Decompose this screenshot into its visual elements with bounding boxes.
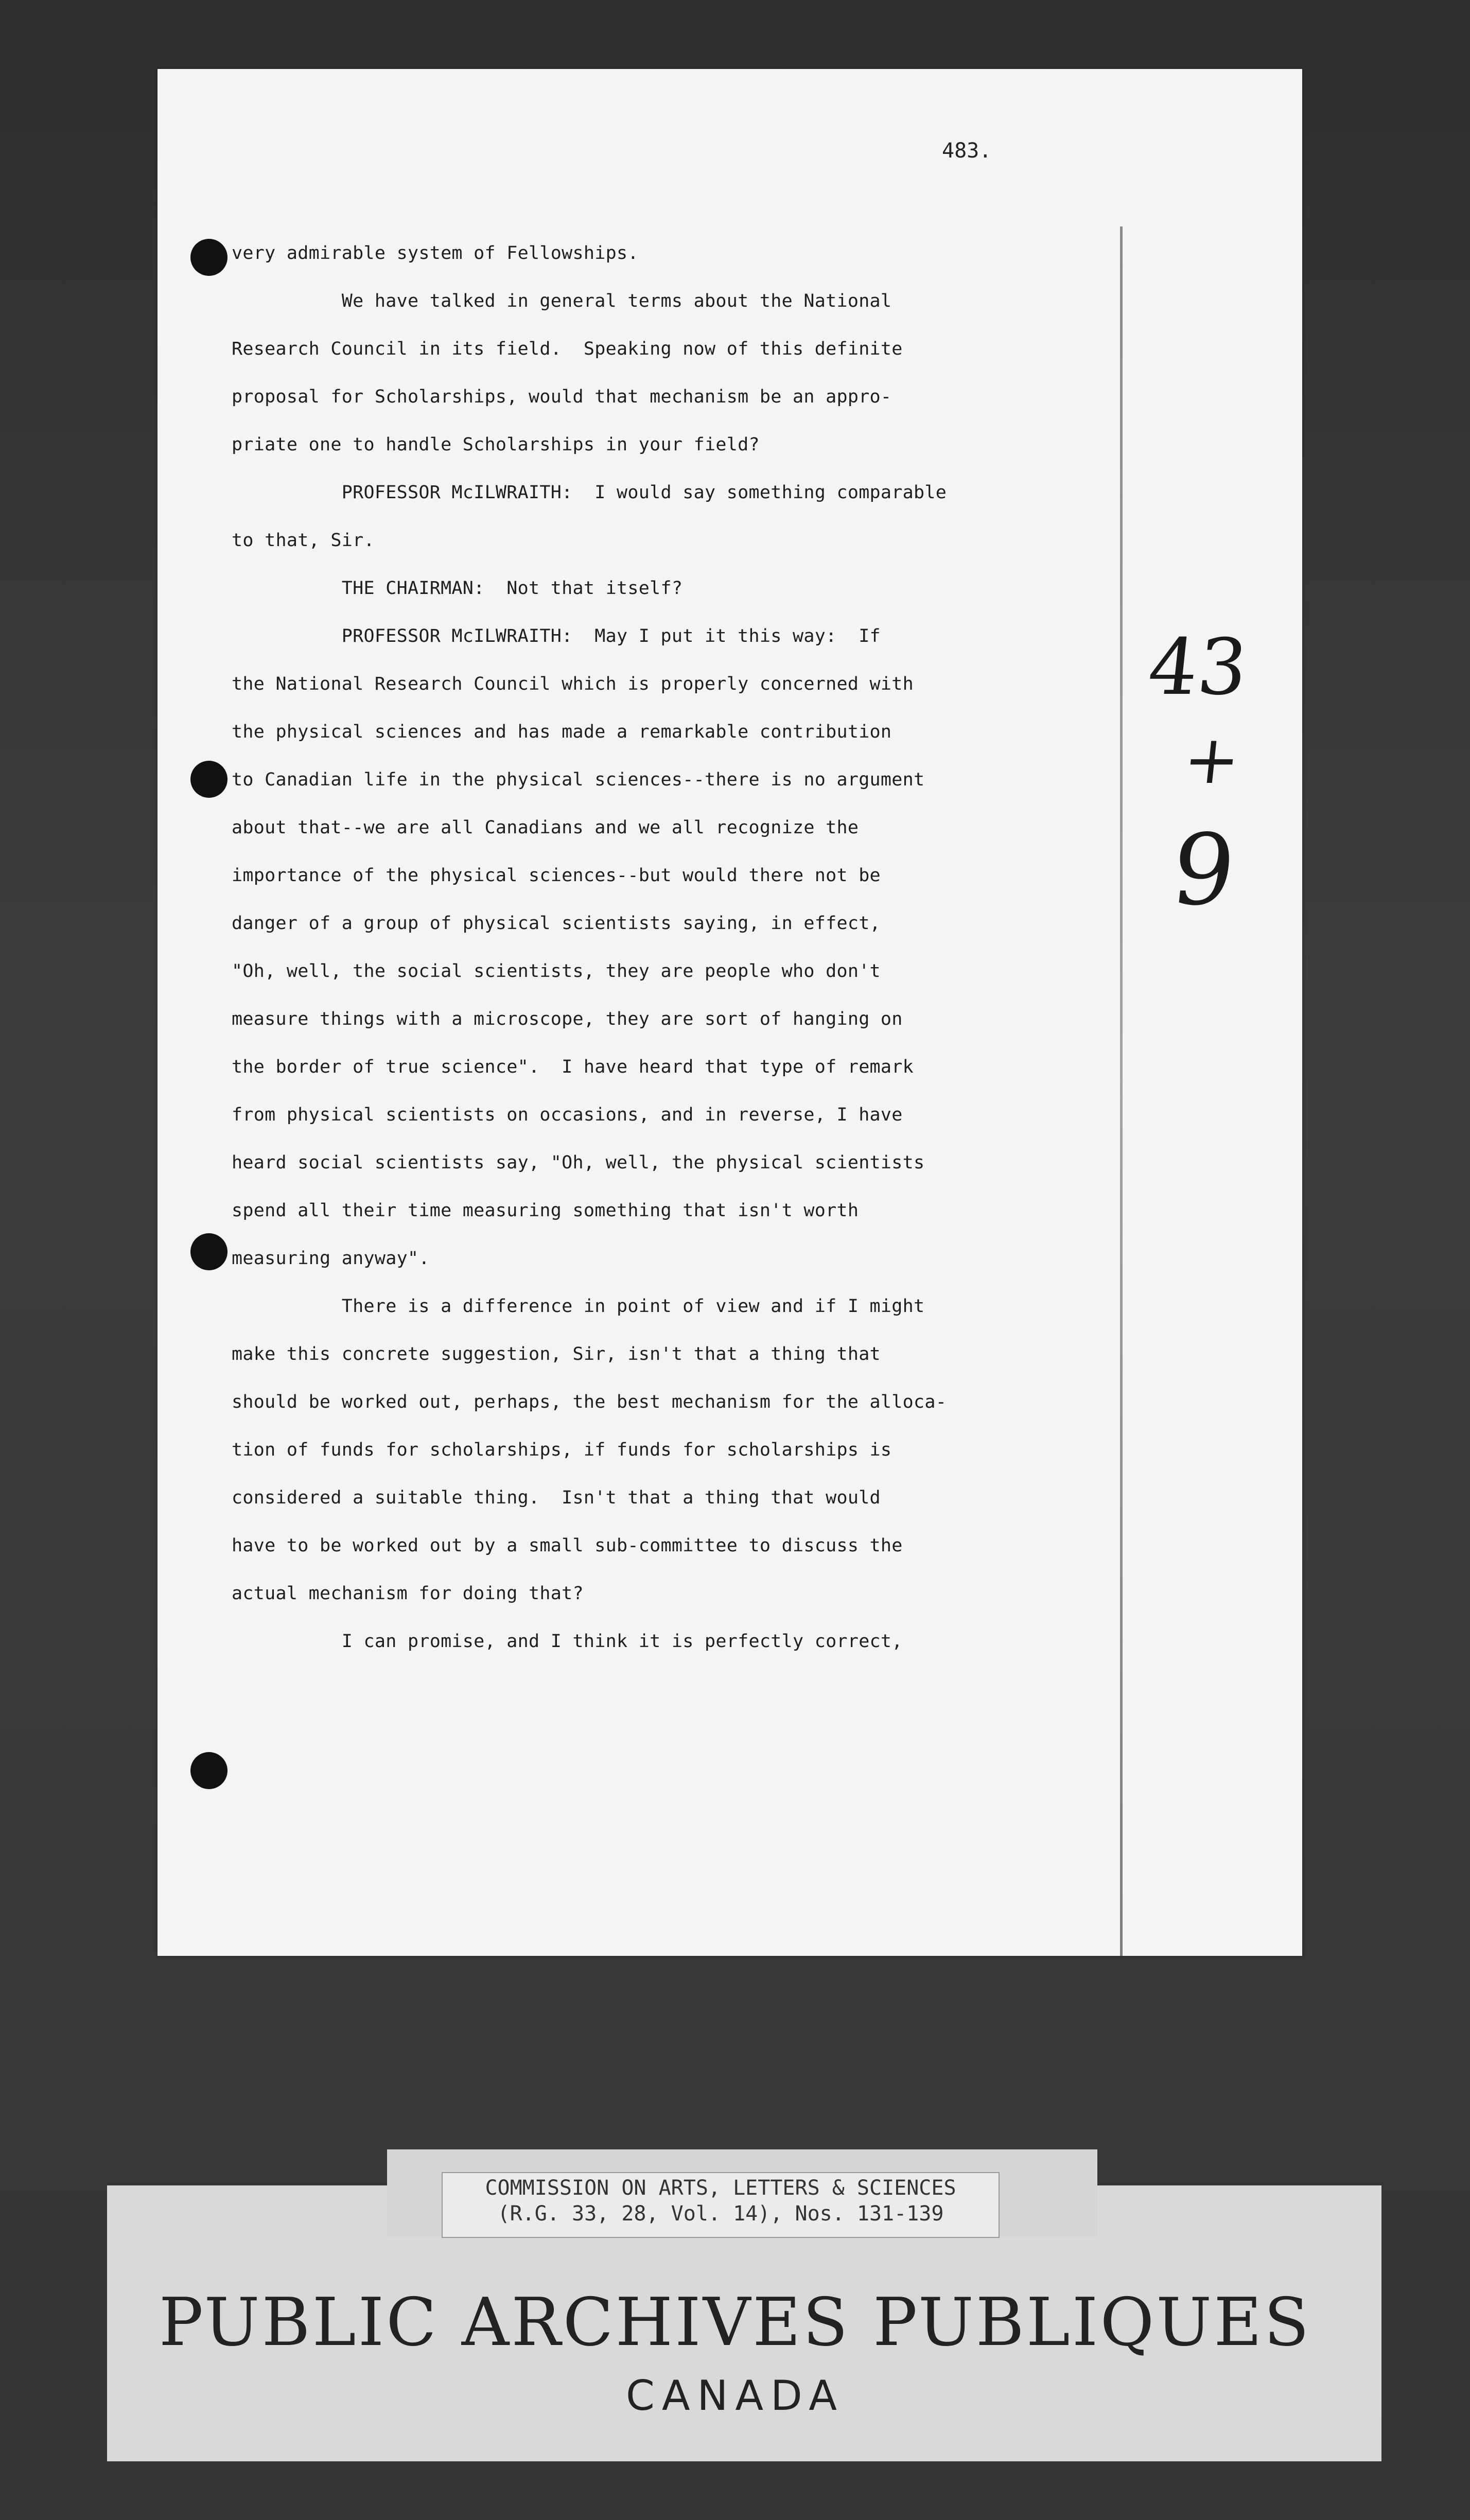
text-line: from physical scientists on occasions, and in reverse, I have bbox=[232, 1105, 903, 1125]
transcript-body bbox=[232, 230, 1158, 1666]
handwritten-note: 43 bbox=[1144, 623, 1252, 712]
text-line: danger of a group of physical scientists saying, in effect, bbox=[232, 913, 881, 934]
text-line: measuring anyway". bbox=[232, 1248, 430, 1269]
text-line: about that--we are all Canadians and we all recognize the bbox=[232, 817, 859, 838]
page-number: 483. bbox=[942, 139, 992, 163]
text-line: tion of funds for scholarships, if funds for scholarships is bbox=[232, 1440, 892, 1460]
text-line: the physical sciences and has made a remarkable contribution bbox=[232, 722, 892, 742]
text-line: the border of true science". I have heard that type of remark bbox=[232, 1057, 914, 1077]
text-line: to Canadian life in the physical sciences--there is no argument bbox=[232, 769, 925, 790]
text-line: importance of the physical sciences--but would there not be bbox=[232, 865, 881, 886]
binder-hole bbox=[190, 1233, 227, 1270]
text-line: considered a suitable thing. Isn't that a thing that would bbox=[232, 1487, 881, 1508]
text-line: Research Council in its field. Speaking now of this definite bbox=[232, 339, 903, 359]
text-line: THE CHAIRMAN: Not that itself? bbox=[232, 578, 683, 599]
text-line: We have talked in general terms about the National bbox=[232, 291, 892, 311]
stamp-line: (R.G. 33, 28, Vol. 14), Nos. 131-139 bbox=[497, 2202, 944, 2226]
binder-hole bbox=[190, 1752, 227, 1789]
text-line: should be worked out, perhaps, the best mechanism for the alloca- bbox=[232, 1392, 947, 1412]
text-line: heard social scientists say, "Oh, well, the physical scientists bbox=[232, 1152, 925, 1173]
binder-hole bbox=[190, 239, 227, 276]
pencil-margin-line bbox=[1120, 226, 1123, 1956]
text-line: make this concrete suggestion, Sir, isn't that a thing that bbox=[232, 1344, 881, 1364]
text-line: to that, Sir. bbox=[232, 530, 375, 551]
text-line: PROFESSOR McILWRAITH: I would say something comparable bbox=[232, 482, 947, 503]
stamp-line: COMMISSION ON ARTS, LETTERS & SCIENCES bbox=[485, 2176, 956, 2200]
binder-hole bbox=[190, 761, 227, 798]
collection-stamp bbox=[442, 2172, 1000, 2238]
text-line: very admirable system of Fellowships. bbox=[232, 243, 639, 264]
handwritten-note: 9 bbox=[1166, 813, 1241, 927]
handwritten-note: + bbox=[1180, 721, 1244, 799]
text-line: actual mechanism for doing that? bbox=[232, 1583, 584, 1604]
text-line: proposal for Scholarships, would that mechanism be an appro- bbox=[232, 387, 892, 407]
text-line: have to be worked out by a small sub-committee to discuss the bbox=[232, 1535, 903, 1556]
text-line: priate one to handle Scholarships in your field? bbox=[232, 434, 760, 455]
text-line: spend all their time measuring something that isn't worth bbox=[232, 1200, 859, 1221]
text-line: the National Research Council which is properly concerned with bbox=[232, 674, 914, 694]
text-line: "Oh, well, the social scientists, they are people who don't bbox=[232, 961, 881, 982]
text-line: PROFESSOR McILWRAITH: May I put it this way: If bbox=[232, 626, 881, 646]
archive-subtitle: CANADA bbox=[625, 2372, 845, 2420]
text-line: measure things with a microscope, they are sort of hanging on bbox=[232, 1009, 903, 1029]
text-line: I can promise, and I think it is perfectly correct, bbox=[232, 1631, 903, 1652]
archive-title: PUBLIC ARCHIVES PUBLIQUES bbox=[159, 2284, 1311, 2361]
text-line: There is a difference in point of view and if I might bbox=[232, 1296, 925, 1317]
